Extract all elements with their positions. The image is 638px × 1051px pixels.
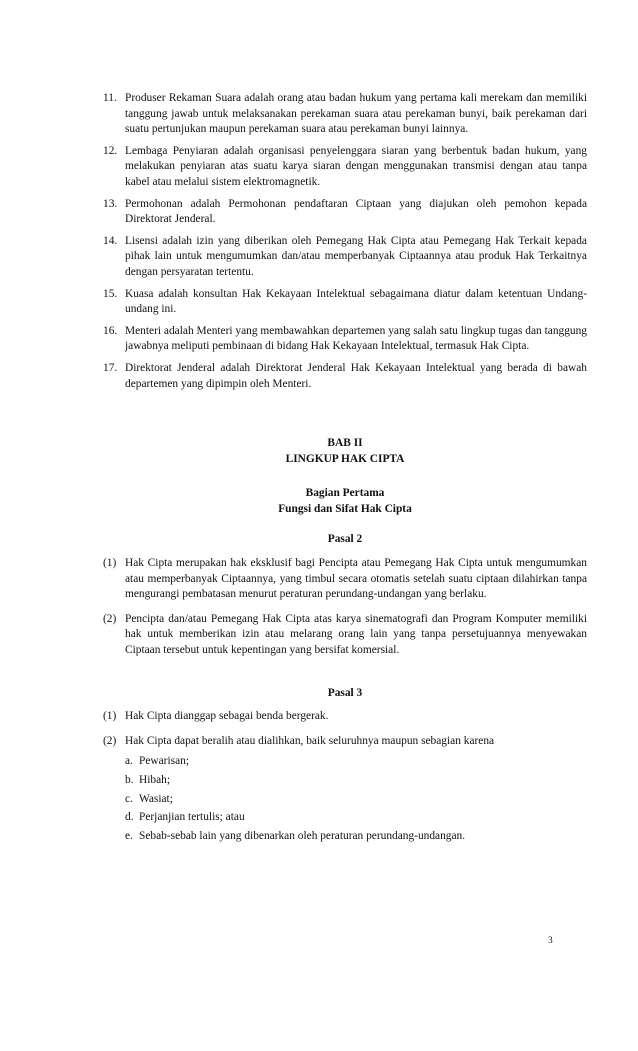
- list-item: [125, 754, 587, 770]
- definition-item: [103, 361, 587, 392]
- chapter-number: BAB II: [327, 437, 363, 450]
- item-number: 12.: [103, 144, 118, 157]
- paragraph-text: Pencipta dan/atau Pemegang Hak Cipta atas karya sinematografi dan Program Komputer memiliki hak untuk memberikan izin atau melarang orang lain yang tanpa persetujuannya menyewakan Ciptaan tersebut untuk kepentingan yang bersifat komersial.: [125, 612, 587, 657]
- list-item: [125, 810, 587, 826]
- paragraph-number: (1): [103, 710, 117, 723]
- list-letter: d.: [125, 811, 134, 824]
- page-number: 3: [548, 936, 553, 946]
- definition-item: [103, 197, 587, 228]
- item-number: 13.: [103, 197, 118, 210]
- paragraph-text: Hak Cipta merupakan hak eksklusif bagi Pencipta atau Pemegang Hak Cipta untuk mengumumkan atau memperbanyak Ciptaannya, yang timbul secara otomatis setelah suatu ciptaan dilahirkan tanpa mengurangi pembatasan menurut peraturan perundang-undangan yang berlaku.: [125, 557, 587, 601]
- item-text: Menteri adalah Menteri yang membawahkan departemen yang salah satu lingkup tugas dan tanggung jawabnya meliputi pembinaan di bidang Hak Kekayaan Intelektual, termasuk Hak Cipta.: [125, 324, 587, 353]
- article-2-paragraph: [103, 556, 587, 603]
- list-item: [125, 773, 587, 789]
- item-number: 17.: [103, 361, 118, 374]
- definition-list: [103, 91, 587, 392]
- definition-item: [103, 287, 587, 318]
- paragraph-text: Hak Cipta dianggap sebagai benda bergerak.: [125, 710, 329, 723]
- section-title: Fungsi dan Sifat Hak Cipta: [278, 502, 412, 515]
- item-number: 15.: [103, 287, 118, 300]
- item-text: Produser Rekaman Suara adalah orang atau badan hukum yang pertama kali merekam dan memiliki tanggung jawab untuk melaksanakan perekaman suara atau perekaman bunyi, baik perekaman dari suatu pertunjukan maupun perekaman suara atau perekaman bunyi lainnya.: [125, 92, 587, 136]
- article-3-paragraph: [103, 709, 587, 725]
- item-text: Kuasa adalah konsultan Hak Kekayaan Intelektual sebagaimana diatur dalam ketentuan Undang-undang ini.: [125, 287, 587, 316]
- item-number: 16.: [103, 324, 118, 337]
- list-letter: e.: [125, 829, 133, 842]
- list-item: [125, 829, 587, 845]
- list-letter: a.: [125, 755, 133, 768]
- item-text: Lisensi adalah izin yang diberikan oleh Pemegang Hak Cipta atau Pemegang Hak Terkait kepada pihak lain untuk mengumumkan dan/atau memperbanyak Ciptaannya atau produk Hak Terkaitnya dengan persyaratan tertentu.: [125, 234, 587, 278]
- item-text: Permohonan adalah Permohonan pendaftaran Ciptaan yang diajukan oleh pemohon kepada Direktorat Jenderal.: [125, 197, 587, 226]
- item-number: 11.: [103, 92, 117, 104]
- section-number: Bagian Pertama: [305, 487, 385, 500]
- article-2-heading: Pasal 2: [327, 533, 363, 546]
- paragraph-number: (1): [103, 557, 117, 570]
- transfer-reasons-list: [125, 754, 587, 844]
- list-item: [125, 792, 587, 808]
- list-text: Sebab-sebab lain yang dibenarkan oleh peraturan perundang-undangan.: [139, 829, 466, 842]
- list-text: Hibah;: [139, 774, 171, 786]
- definition-item: [103, 324, 587, 355]
- paragraph-number: (2): [103, 612, 117, 625]
- definition-item: [103, 91, 587, 138]
- list-letter: c.: [125, 792, 133, 805]
- article-3-paragraph: [103, 734, 587, 845]
- definition-item: [103, 144, 587, 191]
- article-2-paragraph: [103, 612, 587, 659]
- item-text: Lembaga Penyiaran adalah organisasi penyelenggara siaran yang berbentuk badan hukum, yang melakukan penyiaran atas suatu karya siaran dengan menggunakan transmisi dengan atau tanpa kabel atau melalui sistem elektromagnetik.: [125, 144, 587, 188]
- list-letter: b.: [125, 774, 134, 786]
- chapter-title: LINGKUP HAK CIPTA: [285, 452, 405, 465]
- document-body: [103, 91, 587, 853]
- paragraph-number: (2): [103, 734, 117, 747]
- item-number: 14.: [103, 234, 118, 247]
- definition-item: [103, 234, 587, 281]
- list-text: Wasiat;: [139, 792, 173, 805]
- item-text: Direktorat Jenderal adalah Direktorat Jenderal Hak Kekayaan Intelektual yang berada di bawah departemen yang dipimpin oleh Menteri.: [125, 361, 587, 390]
- paragraph-text: Hak Cipta dapat beralih atau dialihkan, baik seluruhnya maupun sebagian karena: [125, 734, 495, 747]
- list-text: Perjanjian tertulis; atau: [139, 811, 245, 824]
- article-3-heading: Pasal 3: [327, 686, 363, 699]
- list-text: Pewarisan;: [139, 755, 189, 768]
